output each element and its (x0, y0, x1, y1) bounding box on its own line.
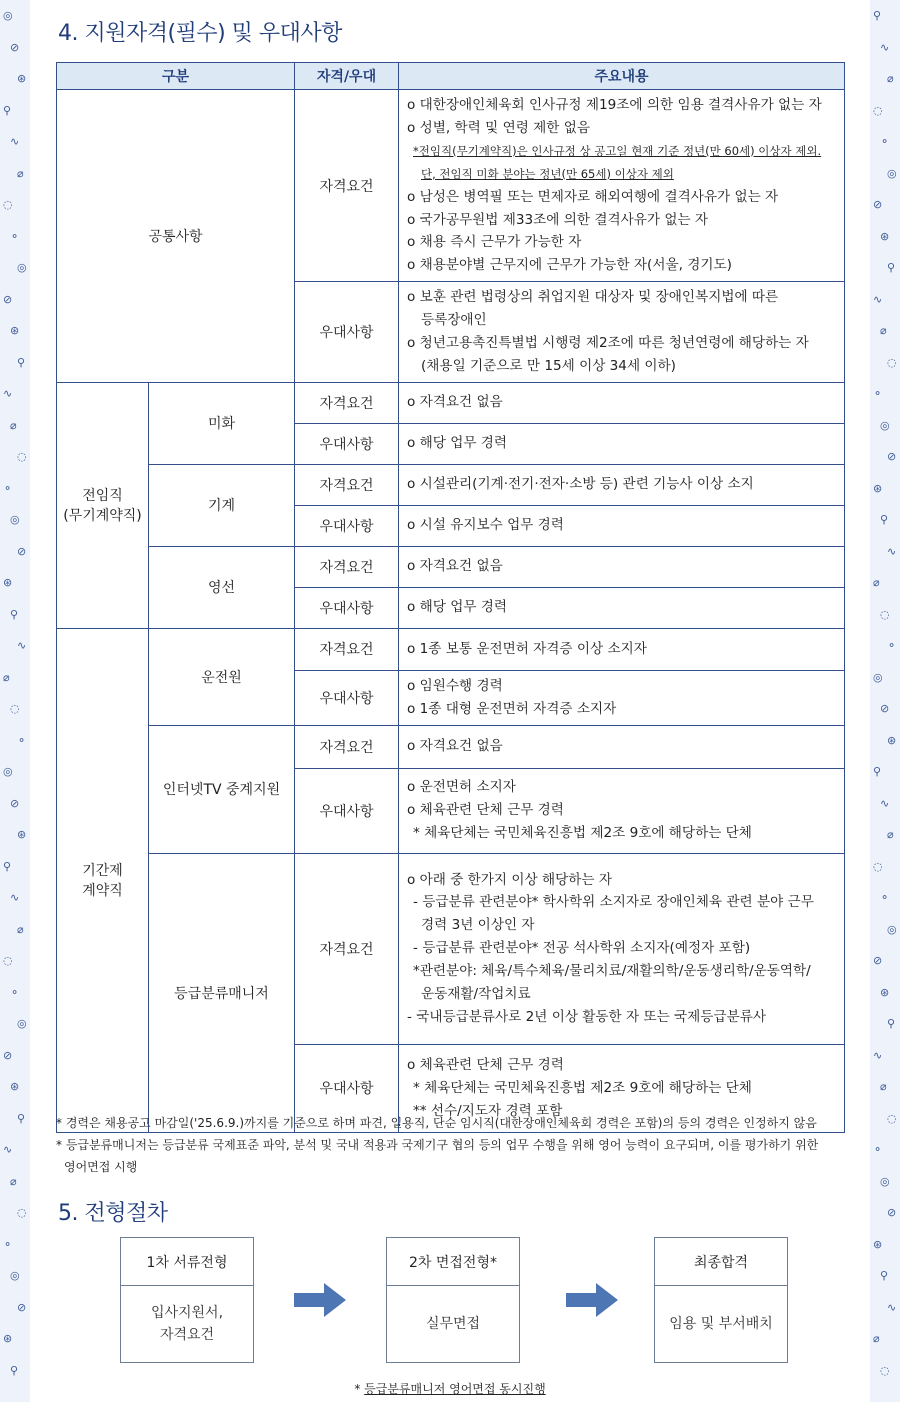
qual-label: 자격요건 (295, 853, 399, 1044)
header-content: 주요내용 (399, 63, 845, 90)
sports-ball-icon: ⊘ (887, 1206, 897, 1219)
sports-ball-icon: ⚬ (887, 639, 897, 652)
sports-ball-icon: ◌ (887, 355, 897, 369)
note-classifier: * 등급분류매니저는 등급분류 국제표준 파악, 분석 및 국내 적용과 국제기구 협의 등의 업무 수행을 위해 영어 능력이 요구되며, 이를 평가하기 위한 (56, 1138, 819, 1152)
sports-ball-icon: ∿ (3, 387, 13, 400)
sports-ball-icon: ◌ (880, 1363, 890, 1377)
qual-label: 자격요건 (295, 725, 399, 768)
sports-ball-icon: ⊘ (880, 702, 890, 715)
pref-label: 우대사항 (295, 768, 399, 853)
step-title: 2차 면접전형* (387, 1238, 519, 1286)
sports-ball-icon: ⊘ (3, 292, 13, 306)
qual-content: o 1종 보통 운전면허 자격증 이상 소지자 (399, 628, 845, 670)
table-row (57, 382, 845, 423)
sports-ball-icon: ⌀ (887, 828, 894, 841)
sports-ball-icon: ◌ (10, 702, 20, 715)
pref-label: 우대사항 (295, 587, 399, 628)
pref-content (399, 670, 845, 725)
sports-ball-icon: ⚲ (873, 765, 882, 778)
pref-content: o 해당 업무 경력 (399, 423, 845, 464)
sports-ball-icon: ⚲ (873, 9, 882, 22)
sports-ball-icon: ⊛ (17, 828, 27, 841)
sports-ball-icon: ∿ (10, 891, 20, 904)
sports-ball-icon: ⊘ (887, 450, 897, 463)
pref-label: 우대사항 (295, 670, 399, 725)
sports-ball-icon: ⌀ (10, 418, 17, 432)
sports-ball-icon: ⌀ (873, 576, 880, 589)
arrow-right-icon (294, 1283, 346, 1317)
table-row (57, 546, 845, 587)
list-item: ** 선수/지도자 경력 포함 (413, 1102, 563, 1119)
common-qual-label: 자격요건 (295, 90, 399, 282)
sports-ball-icon: ⚬ (10, 229, 20, 243)
qual-content (399, 853, 845, 1044)
sports-ball-icon: ◎ (17, 1017, 27, 1030)
sports-ball-icon: ◌ (3, 198, 13, 211)
sports-ball-icon: ⊘ (3, 1048, 13, 1062)
qual-content: o 자격요건 없음 (399, 546, 845, 587)
sports-ball-icon: ◌ (873, 103, 883, 117)
sports-ball-icon: ⌀ (887, 72, 894, 85)
sports-ball-icon: ∿ (887, 544, 897, 558)
qual-label: 자격요건 (295, 546, 399, 587)
sports-ball-icon: ◌ (887, 1111, 897, 1125)
table-row (57, 725, 845, 768)
sports-ball-icon: ⊘ (10, 40, 20, 54)
qual-label: 자격요건 (295, 628, 399, 670)
sports-ball-icon: ⚲ (3, 859, 12, 873)
common-pref-label: 우대사항 (295, 282, 399, 383)
sports-ball-icon: ⚲ (887, 261, 896, 274)
sports-ball-icon: ⊛ (10, 1080, 20, 1093)
common-label: 공통사항 (57, 90, 295, 383)
list-item: o 대한장애인체육회 인사규정 제19조에 의한 임용 결격사유가 없는 자 (407, 97, 822, 113)
sports-ball-icon: ∿ (887, 1300, 897, 1314)
table-row (57, 90, 845, 282)
step-title: 1차 서류전형 (121, 1238, 253, 1286)
pref-content (399, 768, 845, 853)
step-body: 실무면접 (425, 1316, 481, 1332)
sports-ball-icon: ⊘ (10, 796, 20, 810)
list-item: *전임직(무기계약직)은 인사규정 상 공고일 현재 기준 정년(만 60세) 이상자 제외. (413, 143, 822, 158)
sports-ball-icon: ⊛ (17, 72, 27, 85)
qual-content: o 자격요건 없음 (399, 725, 845, 768)
list-item: *관련분야: 체육/특수체육/물리치료/재활의학/운동생리학/운동역학/ (413, 963, 811, 980)
sports-ball-icon: ⊛ (873, 1237, 883, 1251)
list-item: 경력 3년 이상인 자 (421, 917, 535, 934)
field-maintenance: 영선 (149, 546, 295, 628)
step-final-pass (654, 1237, 788, 1363)
sports-ball-icon: ⚬ (3, 481, 13, 495)
pref-label: 우대사항 (295, 423, 399, 464)
sports-ball-icon: ⚬ (3, 1237, 13, 1251)
sports-ball-icon: ◎ (3, 9, 13, 22)
field-machinery: 기계 (149, 464, 295, 546)
sports-ball-icon: ∿ (17, 639, 27, 652)
sports-ball-icon: ◌ (880, 607, 890, 621)
note-career: * 경력은 채용공고 마감일('25.6.9.)까지를 기준으로 하며 파견, 일용직, 단순 임시직(대한장애인체육회 경력은 포함)의 등의 경력은 인정하지 않음 (56, 1116, 817, 1130)
list-item: o 보훈 관련 법령상의 취업지원 대상자 및 장애인복지법에 따른 (407, 289, 779, 306)
sports-ball-icon: ∿ (873, 292, 883, 306)
field-cleaning: 미화 (149, 382, 295, 464)
sports-ball-icon: ◌ (873, 859, 883, 873)
note-classifier-cont: 영어면접 시행 (64, 1160, 138, 1174)
common-pref-content (399, 282, 845, 383)
sports-ball-icon: ⊘ (873, 954, 883, 967)
header-type: 자격/우대 (295, 63, 399, 90)
arrow-right-icon (566, 1283, 618, 1317)
sports-ball-icon: ⌀ (3, 670, 10, 684)
list-item: - 국내등급분류사로 2년 이상 활동한 자 또는 국제등급분류사 (407, 1008, 766, 1025)
sports-ball-icon: ◌ (17, 1206, 27, 1219)
sports-ball-icon: ⊘ (17, 544, 27, 558)
sports-ball-icon: ◎ (887, 166, 897, 180)
section-5-title: 5. 전형절차 (58, 1201, 168, 1226)
pref-content: o 시설 유지보수 업무 경력 (399, 505, 845, 546)
sports-ball-icon: ⚬ (10, 985, 20, 999)
list-item: o 남성은 병역필 또는 면제자로 해외여행에 결격사유가 없는 자 (407, 188, 779, 205)
list-item: - 등급분류 관련분야* 전공 석사학위 소지자(예정자 포함) (413, 940, 751, 957)
sports-ball-icon: ◎ (873, 670, 883, 684)
sports-ball-icon: ◌ (3, 954, 13, 967)
sports-ball-icon: ∿ (880, 796, 890, 810)
step-title: 최종합격 (655, 1238, 787, 1286)
list-item: o 체육관련 단체 근무 경력 (407, 802, 564, 819)
list-item: o 국가공무원법 제33조에 의한 결격사유가 없는 자 (407, 211, 709, 228)
contract-label: 기간제 계약직 (57, 628, 149, 1132)
step-document-screening (120, 1237, 254, 1363)
list-item: o 아래 중 한가지 이상 해당하는 자 (407, 871, 612, 888)
sports-ball-icon: ⚲ (10, 1363, 19, 1377)
sports-ball-icon: ⚲ (3, 103, 12, 117)
field-internet-tv: 인터넷TV 중계지원 (149, 725, 295, 853)
list-item: o 체육관련 단체 근무 경력 (407, 1056, 564, 1073)
sports-ball-icon: ⌀ (10, 1174, 17, 1188)
list-item: o 1종 대형 운전면허 자격증 소지자 (407, 700, 617, 717)
sports-ball-icon: ⊛ (3, 1332, 13, 1345)
pref-label: 우대사항 (295, 1044, 399, 1132)
sports-ball-icon: ∿ (3, 1143, 13, 1156)
sports-ball-icon: ⌀ (17, 922, 24, 936)
sports-ball-icon: ⌀ (873, 1332, 880, 1345)
list-item: * 체육단체는 국민체육진흥법 제2조 9호에 해당하는 단체 (413, 1079, 752, 1096)
table-row (57, 853, 845, 1044)
qual-content: o 시설관리(기계·전기·전자·소방 등) 관련 기능사 이상 소지 (399, 464, 845, 505)
table-notes (56, 1112, 846, 1178)
pref-content: o 해당 업무 경력 (399, 587, 845, 628)
list-item: 등록장애인 (421, 312, 487, 329)
sports-ball-icon: ◎ (887, 922, 897, 936)
qual-label: 자격요건 (295, 464, 399, 505)
sports-ball-icon: ⚲ (10, 607, 19, 621)
table-header-row (57, 63, 845, 90)
sports-ball-icon: ⌀ (17, 166, 24, 180)
sports-ball-icon: ⊘ (873, 198, 883, 211)
table-row (57, 628, 845, 670)
sports-ball-icon: ◎ (17, 261, 27, 274)
sports-ball-icon: ⚬ (873, 387, 883, 400)
list-item: o 운전면허 소지자 (407, 779, 516, 796)
list-item: * 체육단체는 국민체육진흥법 제2조 9호에 해당하는 단체 (413, 825, 752, 842)
sports-ball-icon: ⊛ (880, 985, 890, 999)
step-interview (386, 1237, 520, 1363)
header-category: 구분 (57, 63, 295, 90)
field-classification-manager: 등급분류매니저 (149, 853, 295, 1132)
sports-ball-icon: ⊛ (10, 324, 20, 337)
list-item: 단, 전임직 미화 분야는 정년(만 65세) 이상자 제외 (421, 166, 674, 181)
sports-ball-icon: ◌ (17, 450, 27, 463)
sports-ball-icon: ∿ (10, 135, 20, 148)
list-item: - 등급분류 관련분야* 학사학위 소지자로 장애인체육 관련 분야 근무 (413, 894, 814, 911)
step-body: 입사지원서, 자격요건 (150, 1305, 224, 1343)
step-body: 임용 및 부서배치 (669, 1316, 773, 1332)
sports-ball-icon: ⊛ (3, 576, 13, 589)
sports-ball-icon: ⌀ (880, 324, 887, 337)
section-4-title: 4. 지원자격(필수) 및 우대사항 (58, 21, 342, 46)
qualification-table (56, 62, 845, 1133)
field-driver: 운전원 (149, 628, 295, 725)
sports-ball-icon: ⊛ (873, 481, 883, 495)
sports-ball-icon: ⚬ (880, 135, 890, 148)
common-qual-content (399, 90, 845, 282)
list-item: 운동재활/작업치료 (421, 986, 531, 1003)
list-item: o 성별, 학력 및 연령 제한 없음 (407, 119, 591, 136)
sports-ball-icon: ⚬ (880, 891, 890, 904)
list-item: o 임원수행 경력 (407, 677, 503, 694)
sports-ball-icon: ⊘ (17, 1300, 27, 1314)
list-item: o 채용분야별 근무지에 근무가 가능한 자(서울, 경기도) (407, 257, 732, 274)
list-item: (채용일 기준으로 만 15세 이상 34세 이하) (421, 357, 676, 374)
sports-ball-icon: ∿ (873, 1048, 883, 1062)
sports-ball-icon: ⌀ (880, 1080, 887, 1093)
permanent-label: 전임직 (무기계약직) (57, 382, 149, 628)
sports-ball-icon: ⊛ (880, 229, 890, 243)
table-row (57, 464, 845, 505)
qual-label: 자격요건 (295, 382, 399, 423)
sports-ball-icon: ⚲ (880, 1269, 889, 1282)
sports-ball-icon: ⚲ (887, 1017, 896, 1030)
sports-ball-icon: ⚬ (17, 733, 27, 747)
sports-ball-icon: ⚲ (17, 355, 26, 369)
list-item: o 청년고용촉진특별법 시행령 제2조에 따른 청년연령에 해당하는 자 (407, 335, 809, 352)
sports-ball-icon: ◎ (880, 1174, 890, 1188)
process-footnote: * 등급분류매니저 영어면접 동시진행 (354, 1382, 546, 1396)
sports-ball-icon: ⊛ (887, 733, 897, 747)
pref-label: 우대사항 (295, 505, 399, 546)
sports-ball-icon: ◎ (880, 418, 890, 432)
sports-ball-icon: ◎ (10, 513, 20, 526)
list-item: o 채용 즉시 근무가 가능한 자 (407, 234, 582, 251)
qual-content: o 자격요건 없음 (399, 382, 845, 423)
sports-ball-icon: ⚲ (880, 513, 889, 526)
sports-ball-icon: ⚬ (873, 1143, 883, 1156)
sports-ball-icon: ∿ (880, 40, 890, 54)
sports-ball-icon: ◎ (3, 765, 13, 778)
sports-ball-icon: ⚲ (17, 1111, 26, 1125)
sports-ball-icon: ◎ (10, 1269, 20, 1282)
